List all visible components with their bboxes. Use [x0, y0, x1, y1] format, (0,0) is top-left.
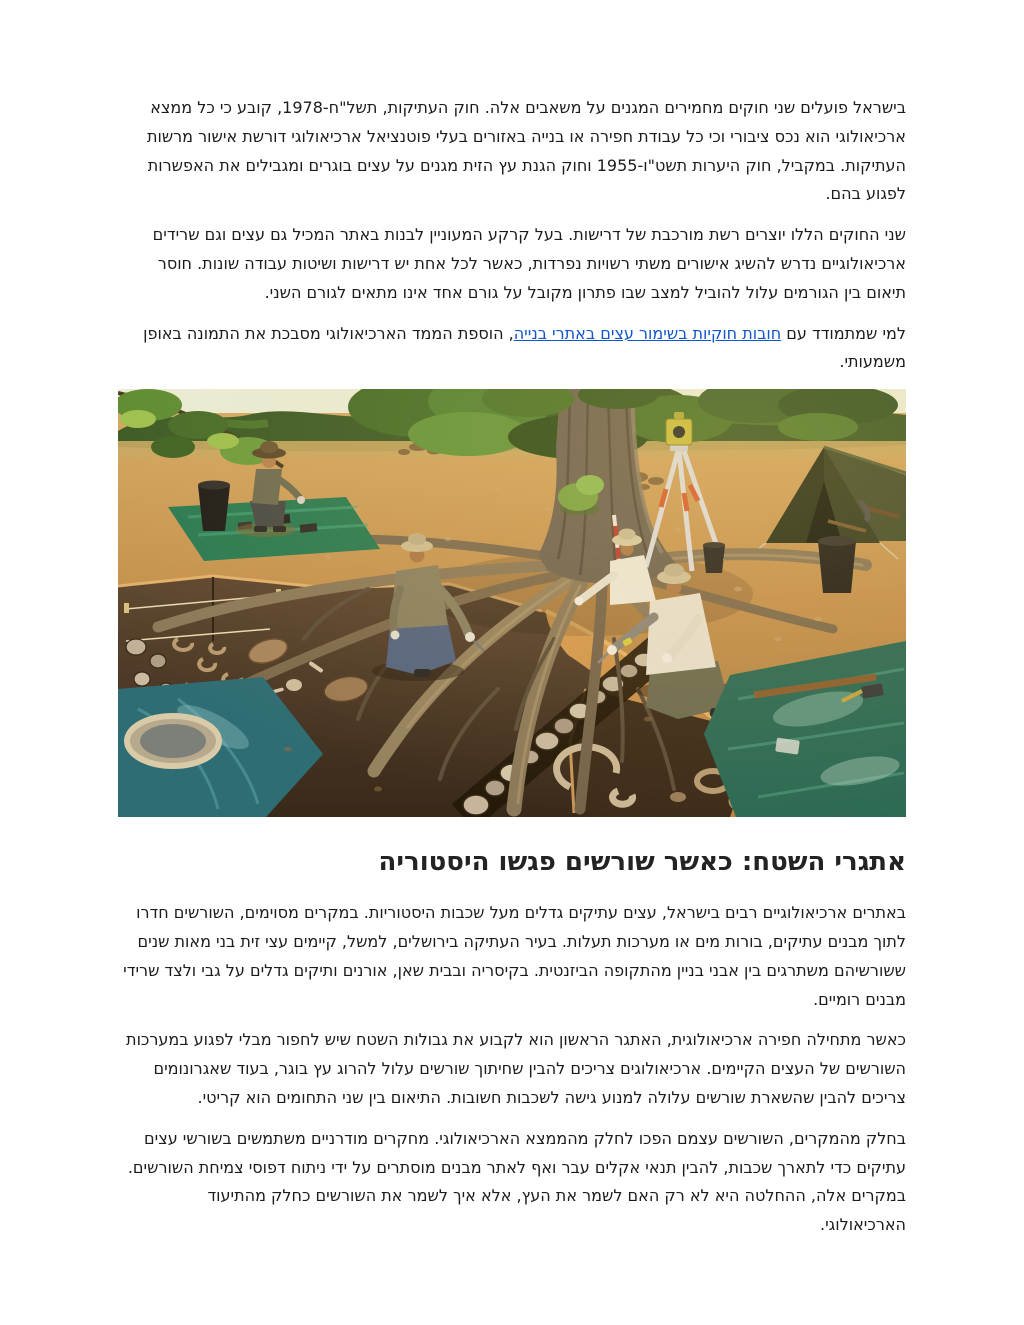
warm-light-overlay — [118, 389, 906, 817]
article-page — [118, 0, 906, 1240]
paragraph-with-link — [118, 320, 906, 378]
paragraph-laws: בישראל פועלים שני חוקים מחמירים המגנים על משאבים אלה. חוק העתיקות, תשל"ח-1978, קובע כי כל ממצא ארכיאולוגי הוא נכס ציבורי וכי כל עבודת חפירה או בנייה באזורים בעלי פוטנציאל ארכיאולוגי דורשת אישור מרשות העתיקות. במקביל, חוק היערות תשט"ו-1955 וחוק הגנת עץ הזית מגנים על עצים בוגרים ומגבילים את האפשרות לפגוע בהם. — [146, 98, 906, 204]
paragraph-sites-examples: באתרים ארכיאולוגיים רבים בישראל, עצים עתיקים גדלים מעל שכבות היסטוריות. במקרים מסוימים, השורשים חדרו לתוך מבנים עתיקים, בורות מים או מערכות תעלות. בעיר העתיקה בירושלים, למשל, קיימים עצי זית בני מאות שנים ששורשיהם משתרגים בין אבני בניין מהתקופה הביזנטית. בקיסריה ובבית שאן, אורנים ותיקים גדלים על גבי ולצד שרידי מבנים רומיים. — [123, 903, 906, 1009]
section-heading: אתגרי השטח: כאשר שורשים פגשו היסטוריה — [378, 847, 906, 878]
tree-preservation-obligations-link[interactable]: חובות חוקיות בשימור עצים באתרי בנייה — [513, 323, 782, 343]
paragraph-two-laws-network: שני החוקים הללו יוצרים רשת מורכבת של דרישות. בעל קרקע המעוניין לבנות באתר המכיל גם עצים וגם שרידים ארכיאולוגיים נדרש להשיג אישורים משתי רשויות נפרדות, כאשר לכל אחת יש דרישות ושיטות עבודה שונות. חוסר תיאום בין הגורמים עלול להוביל למצב שבו פתרון מקובל על גורם אחד אינו מתאים לגורם השני. — [152, 225, 906, 302]
excavation-under-tree-roots-photo — [118, 389, 906, 817]
link-paragraph-after: , הוספת הממד הארכיאולוגי מסבכת את התמונה באופן משמעותי. — [143, 323, 906, 372]
paragraph-roots-as-finds: בחלק מהמקרים, השורשים עצמם הפכו לחלק מהממצא הארכיאולוגי. מחקרים מודרניים משתמשים בשורשי עצים עתיקים כדי לתארך שכבות, להבין תנאי אקלים עבר ואף לאתר מבנים מוסתרים על ידי ניתוח דפוסי צמיחת השורשים. במקרים אלה, ההחלטה היא לא רק האם לשמר את העץ, אלא איך לשמר את השורשים כחלק מהתיעוד הארכיאולוגי. — [127, 1128, 906, 1235]
excavation-photo-illustration — [118, 389, 906, 817]
link-paragraph-before: למי שמתמודד עם — [781, 323, 906, 343]
paragraph-excavation-challenge: כאשר מתחילה חפירה ארכיאולוגית, האתגר הראשון הוא לקבוע את גבולות השטח שיש לחפור מבלי לפגוע במערכות השורשים של העצים הקיימים. ארכיאולוגים צריכים להבין שחיתוך שורשים עלול להרוג עץ בוגר, בעוד שאגרונומים צריכים להבין שהשארת שורשים עלולה למנוע גישה לשכבות חשובות. התיאום בין שני התחומים הוא קריטי. — [126, 1030, 906, 1107]
